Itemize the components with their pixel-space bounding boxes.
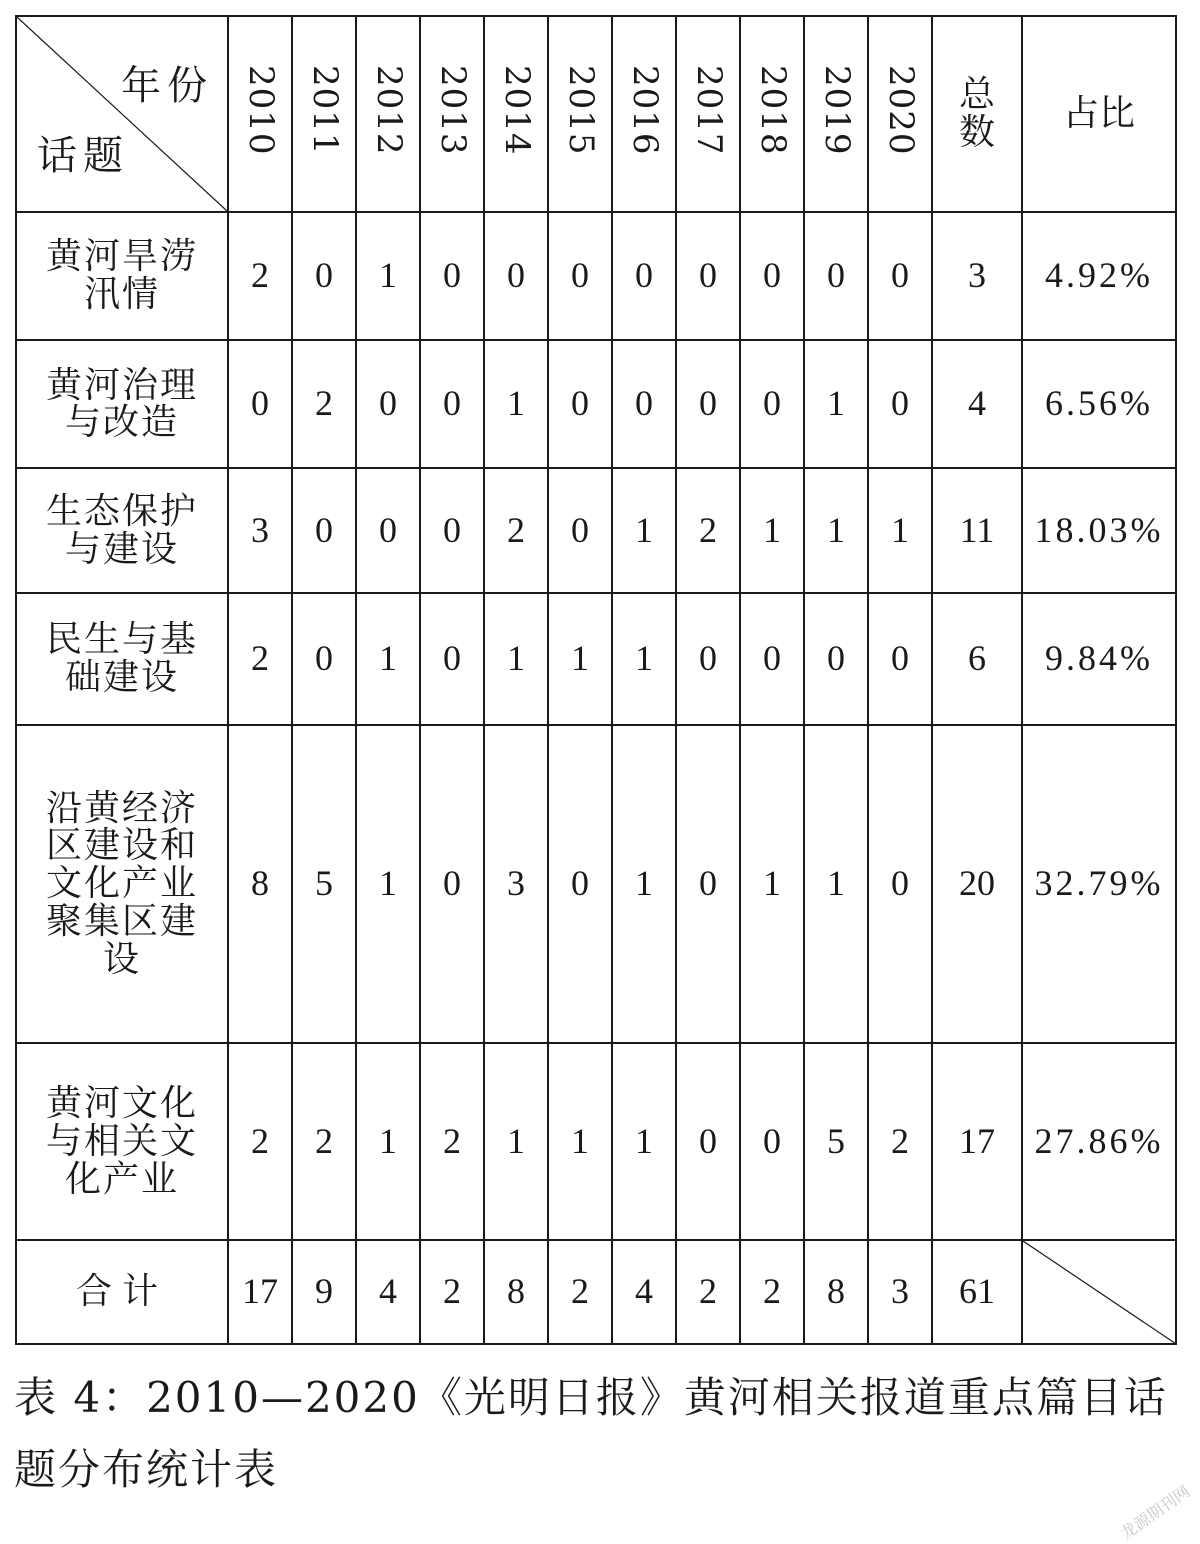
count-cell: 3 [228,468,292,592]
total-header-cell [932,16,1022,212]
count-cell: 0 [868,725,932,1044]
topic-label: 生态保护与建设 [45,490,198,570]
empty-cell-diagonal-line [1023,1241,1175,1343]
year-header-label: 2015 [560,64,601,156]
year-header-label: 2013 [432,64,473,156]
topic-cell [16,340,228,468]
year-header-cell [484,16,548,212]
topic-cell [16,593,228,725]
year-header-label: 2011 [304,64,345,156]
count-cell: 0 [292,593,356,725]
year-header-label: 2010 [240,64,281,156]
count-cell: 5 [292,725,356,1044]
total-header-label: 总数 [958,74,995,153]
count-cell: 1 [548,1043,612,1239]
count-cell: 0 [612,340,676,468]
year-header-cell [868,16,932,212]
count-cell: 1 [804,468,868,592]
sum-count-cell: 2 [420,1240,484,1344]
count-cell: 0 [420,468,484,592]
ratio-cell: 27.86% [1022,1043,1176,1239]
count-cell: 2 [676,468,740,592]
empty-ratio-cell [1022,1240,1176,1344]
topic-distribution-table [15,15,1177,1345]
table-row [16,593,1176,725]
count-cell: 0 [676,340,740,468]
topic-label: 沿黄经济区建设和文化产业聚集区建设 [45,787,198,980]
count-cell: 1 [356,212,420,340]
ratio-cell: 4.92% [1022,212,1176,340]
year-header-cell [292,16,356,212]
table-caption: 表 4：2010—2020《光明日报》黄河相关报道重点篇目话题分布统计表 [14,1373,1168,1494]
header-row [16,16,1176,212]
count-cell: 1 [740,468,804,592]
sum-row [16,1240,1176,1344]
count-cell: 1 [356,1043,420,1239]
count-cell: 1 [612,468,676,592]
ratio-header-label: 占比 [1062,93,1135,135]
ratio-cell: 6.56% [1022,340,1176,468]
count-cell: 2 [292,1043,356,1239]
count-cell: 0 [420,212,484,340]
count-cell: 0 [548,468,612,592]
year-header-label: 2014 [496,64,537,156]
table-row [16,468,1176,592]
count-cell: 1 [484,593,548,725]
corner-header-cell [16,16,228,212]
count-cell: 2 [868,1043,932,1239]
year-header-cell [356,16,420,212]
ratio-cell: 32.79% [1022,725,1176,1044]
count-cell: 2 [228,593,292,725]
topic-label: 黄河治理与改造 [45,364,198,444]
sum-label-cell: 合计 [16,1240,228,1344]
count-cell: 0 [676,725,740,1044]
corner-diagonal-line [17,17,227,211]
year-header-label: 2019 [816,64,857,156]
count-cell: 2 [228,212,292,340]
year-header-cell [676,16,740,212]
count-cell: 0 [740,212,804,340]
count-cell: 1 [740,725,804,1044]
year-header-cell [228,16,292,212]
count-cell: 1 [612,593,676,725]
topic-cell [16,212,228,340]
count-cell: 0 [548,725,612,1044]
count-cell: 2 [420,1043,484,1239]
sum-count-cell: 8 [484,1240,548,1344]
sum-count-cell: 8 [804,1240,868,1344]
year-header-label: 2012 [368,64,409,156]
count-cell: 2 [292,340,356,468]
topic-label: 民生与基础建设 [45,618,198,698]
count-cell: 1 [612,1043,676,1239]
count-cell: 0 [804,212,868,340]
corner-topic-label: 话题 [37,133,129,179]
row-total-cell: 6 [932,593,1022,725]
topic-cell [16,1043,228,1239]
year-header-label: 2016 [624,64,665,156]
count-cell: 0 [676,593,740,725]
count-cell: 0 [676,212,740,340]
ratio-header-cell [1022,16,1176,212]
sum-count-cell: 9 [292,1240,356,1344]
corner-year-label: 年份 [121,63,213,109]
year-header-cell [612,16,676,212]
count-cell: 2 [228,1043,292,1239]
count-cell: 1 [356,593,420,725]
count-cell: 0 [868,593,932,725]
table-row [16,340,1176,468]
sum-count-cell: 3 [868,1240,932,1344]
count-cell: 0 [420,725,484,1044]
count-cell: 5 [804,1043,868,1239]
watermark-text: 龙源期刊网 [1116,1481,1194,1544]
sum-count-cell: 2 [548,1240,612,1344]
count-cell: 0 [420,593,484,725]
topic-cell [16,725,228,1044]
row-total-cell: 3 [932,212,1022,340]
count-cell: 0 [868,340,932,468]
count-cell: 0 [740,340,804,468]
year-header-label: 2017 [688,64,729,156]
count-cell: 0 [420,340,484,468]
count-cell: 0 [740,593,804,725]
count-cell: 0 [612,212,676,340]
table-row [16,212,1176,340]
count-cell: 1 [548,593,612,725]
count-cell: 2 [484,468,548,592]
ratio-cell: 9.84% [1022,593,1176,725]
count-cell: 1 [356,725,420,1044]
count-cell: 1 [484,1043,548,1239]
count-cell: 0 [228,340,292,468]
table-row [16,725,1176,1044]
count-cell: 0 [548,212,612,340]
count-cell: 0 [356,340,420,468]
table-row [16,1043,1176,1239]
row-total-cell: 20 [932,725,1022,1044]
count-cell: 1 [804,340,868,468]
sum-count-cell: 4 [612,1240,676,1344]
sum-count-cell: 4 [356,1240,420,1344]
year-header-cell [804,16,868,212]
year-header-cell [740,16,804,212]
count-cell: 0 [484,212,548,340]
row-total-cell: 11 [932,468,1022,592]
ratio-cell: 18.03% [1022,468,1176,592]
grand-total-cell: 61 [932,1240,1022,1344]
count-cell: 1 [612,725,676,1044]
count-cell: 0 [356,468,420,592]
sum-count-cell: 2 [676,1240,740,1344]
count-cell: 0 [868,212,932,340]
year-header-label: 2018 [752,64,793,156]
count-cell: 8 [228,725,292,1044]
count-cell: 0 [740,1043,804,1239]
count-cell: 0 [292,212,356,340]
topic-cell [16,468,228,592]
year-header-label: 2020 [880,64,921,156]
topic-label: 黄河旱涝汛情 [45,236,198,316]
sum-count-cell: 17 [228,1240,292,1344]
topic-label: 黄河文化与相关文化产业 [45,1082,198,1200]
table-body [16,212,1176,1344]
count-cell: 0 [548,340,612,468]
count-cell: 1 [804,725,868,1044]
count-cell: 0 [676,1043,740,1239]
year-header-cell [548,16,612,212]
count-cell: 0 [804,593,868,725]
count-cell: 3 [484,725,548,1044]
year-header-cell [420,16,484,212]
row-total-cell: 17 [932,1043,1022,1239]
sum-count-cell: 2 [740,1240,804,1344]
count-cell: 1 [868,468,932,592]
row-total-cell: 4 [932,340,1022,468]
count-cell: 0 [292,468,356,592]
count-cell: 1 [484,340,548,468]
